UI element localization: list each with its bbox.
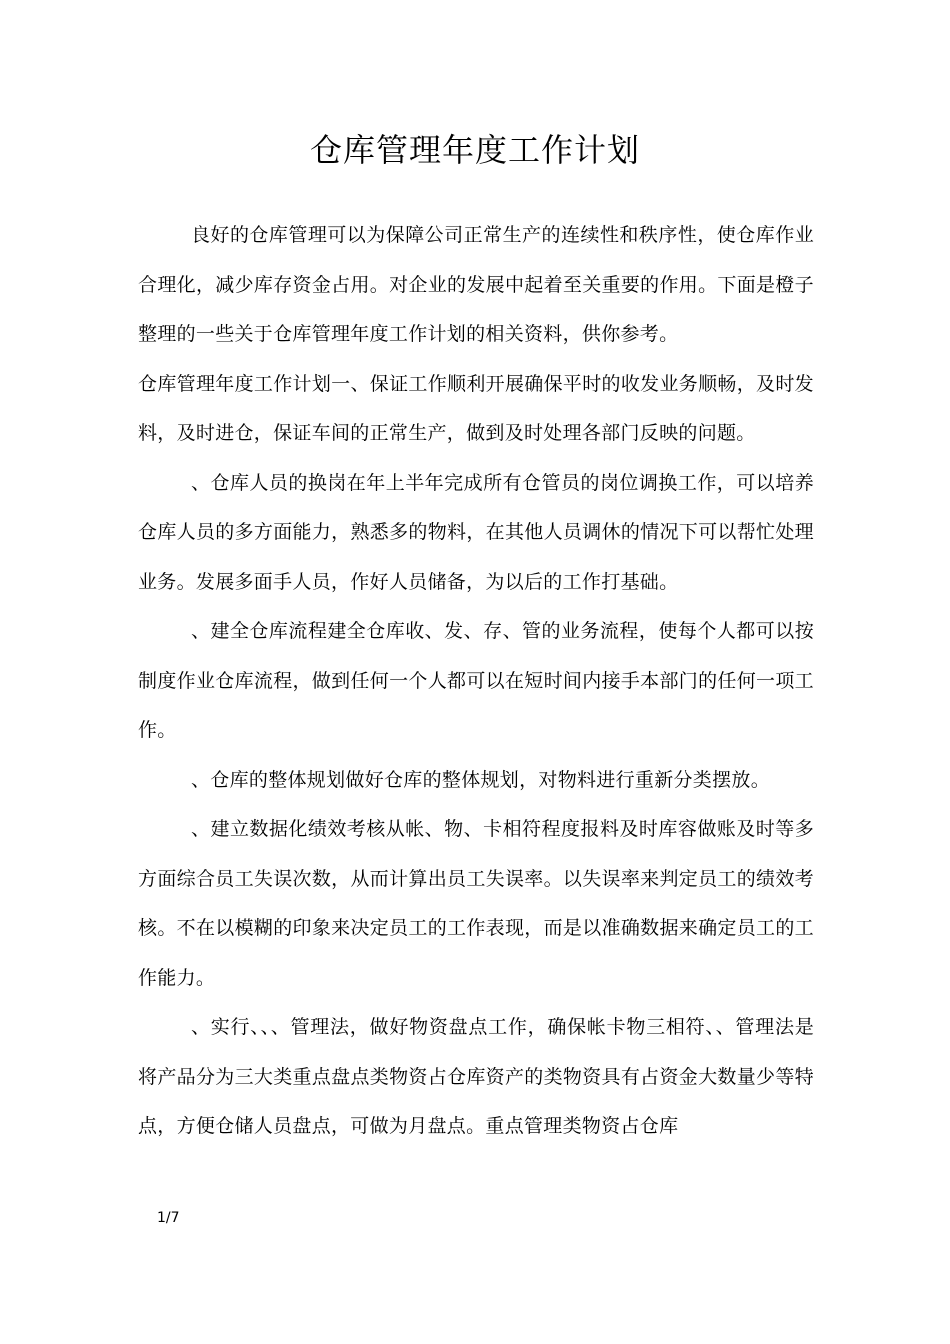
document-body (138, 211, 814, 1152)
document-title: 仓库管理年度工作计划 (309, 131, 640, 169)
paragraph-intro: 良好的仓库管理可以为保障公司正常生产的连续性和秩序性，使仓库作业合理化，减少库存资金占用。对企业的发展中起着至关重要的作用。下面是橙子整理的一些关于仓库管理年度工作计划的相关资料，供你参考。 (138, 224, 814, 345)
paragraph-plan-1: 仓库管理年度工作计划一、保证工作顺利开展确保平时的收发业务顺畅，及时发料，及时进仓，保证车间的正常生产，做到及时处理各部门反映的问题。 (138, 372, 814, 444)
paragraph-staff-rotation: 、仓库人员的换岗在年上半年完成所有仓管员的岗位调换工作，可以培养仓库人员的多方面能力，熟悉多的物料，在其他人员调休的情况下可以帮忙处理业务。发展多面手人员，作好人员储备，为以后的工作打基础。 (138, 471, 814, 593)
paragraph-process: 、建全仓库流程建全仓库收、发、存、管的业务流程，使每个人都可以按制度作业仓库流程，做到任何一个人都可以在短时间内接手本部门的任何一项工作。 (138, 620, 814, 741)
paragraph-abc-management: 、实行、、、管理法，做好物资盘点工作，确保帐卡物三相符、、管理法是将产品分为三大类重点盘点类物资占仓库资产的类物资具有占资金大数量少等特点，方便仓储人员盘点，可做为月盘点。重点管理类物资占仓库 (138, 1016, 814, 1137)
page-number: 1/7 (157, 1210, 180, 1226)
paragraph-layout-planning: 、仓库的整体规划做好仓库的整体规划，对物料进行重新分类摆放。 (191, 768, 771, 791)
paragraph-performance: 、建立数据化绩效考核从帐、物、卡相符程度报料及时库容做账及时等多方面综合员工失误次数，从而计算出员工失误率。以失误率来判定员工的绩效考核。不在以模糊的印象来决定员工的工作表现，而是以准确数据来确定员工的工作能力。 (138, 818, 814, 989)
